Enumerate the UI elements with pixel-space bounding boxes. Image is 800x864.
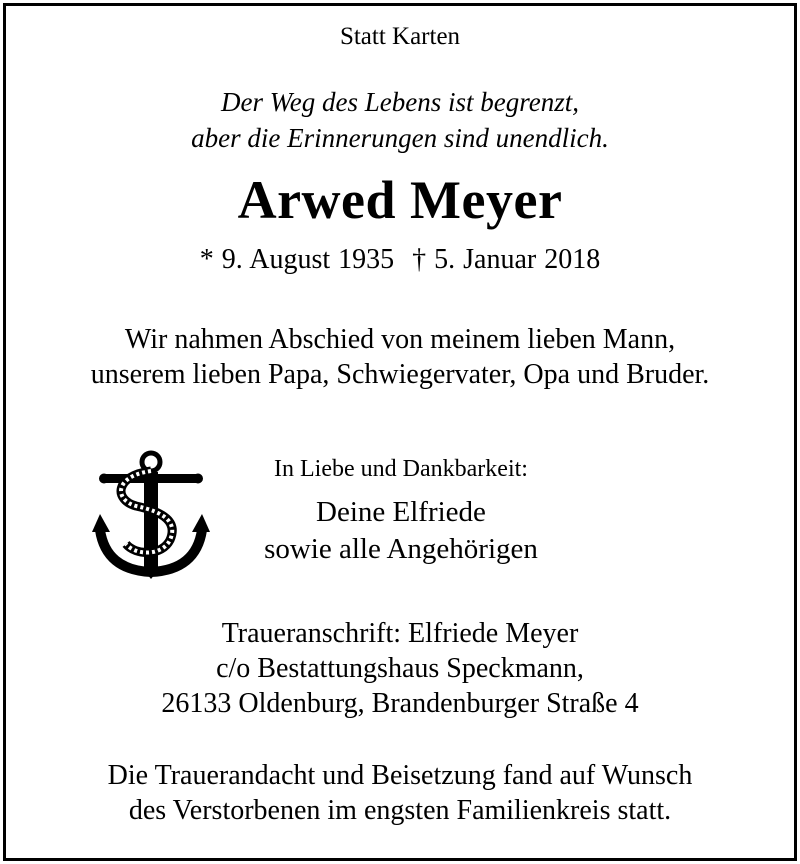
quote-line: aber die Erinnerungen sind unendlich. (191, 123, 609, 153)
signoff-name-line: Deine Elfriede (316, 496, 486, 528)
life-dates (6, 244, 794, 276)
notice-line: Die Trauerandacht und Beisetzung fand auf Wunsch (107, 760, 693, 791)
address-line: 26133 Oldenburg, Brandenburger Straße 4 (161, 688, 639, 719)
quote (6, 84, 794, 156)
obituary-card (3, 3, 797, 861)
notice-line: des Verstorbenen im engsten Familienkreis statt. (128, 795, 672, 826)
anchor-icon (92, 448, 210, 580)
address-line: c/o Bestattungshaus Speckmann, (216, 653, 584, 684)
deceased-name: Arwed Meyer (237, 170, 563, 230)
farewell-message (6, 322, 794, 392)
quote-line: Der Weg des Lebens ist begrenzt, (221, 87, 579, 117)
birth-date: * 9. August 1935 (199, 244, 395, 275)
signoff-name-line: sowie alle Angehörigen (264, 533, 538, 565)
signoff-names (236, 494, 566, 568)
header-text: Statt Karten (339, 23, 461, 50)
death-date: † 5. Januar 2018 (412, 244, 601, 275)
message-line: unserem lieben Papa, Schwiegervater, Opa und Bruder. (90, 359, 710, 390)
message-line: Wir nahmen Abschied von meinem lieben Mann, (124, 324, 676, 355)
funeral-notice (6, 758, 794, 828)
address-line: Traueranschrift: Elfriede Meyer (221, 618, 579, 649)
signoff-intro: In Liebe und Dankbarkeit: (274, 456, 528, 482)
mourning-address (6, 616, 794, 721)
